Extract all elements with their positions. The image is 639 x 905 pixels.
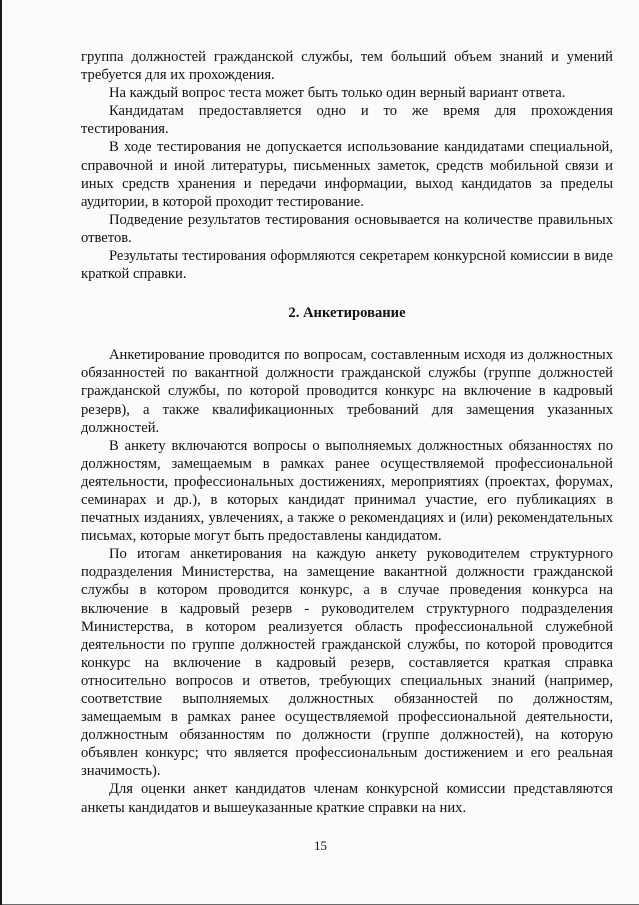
paragraphs-bottom xyxy=(81,346,613,816)
paragraph: Результаты тестирования оформляются секретарем конкурсной комиссии в виде краткой справки. xyxy=(81,248,613,283)
document-body xyxy=(81,48,613,817)
paragraph: группа должностей гражданской службы, тем больший объем знаний и умений требуется для их прохождения. xyxy=(81,49,613,84)
paragraph: В ходе тестирования не допускается использование кандидатами специальной, справочной и иной литературы, письменных заметок, средств мобильной связи и иных средств хранения и передачи информации, выход кандидатов за пределы аудитории, в которой проходит тестирование. xyxy=(81,139,613,210)
section-title: 2. Анкетирование xyxy=(288,305,406,322)
paragraph: Для оценки анкет кандидатов членам конкурсной комиссии представляются анкеты кандидатов и вышеуказанные краткие справки на них. xyxy=(81,781,613,816)
paragraph: По итогам анкетирования на каждую анкету руководителем структурного подразделения Министерства, на замещение вакантной должности гражданской службы в котором проводится конкурс, а в случае проведения конкурса на включение в кадровый резерв - руководителем структурного подразделения Министерства, в котором реализуется область профессиональной служебной деятельности по группе должностей гражданской службы, по которой проводится конкурс на включение в кадровый резерв, составляется краткая справка относительно вопросов и ответов, требующих специальных знаний (например, соответствие выполняемых должностных обязанностей по должностям, замещаемым в рамках ранее осуществляемой профессиональной деятельности, должностным обязанностям по должности (группе должностей), на которую объявлен конкурс; что является профессиональным достижением и его реальная значимость). xyxy=(81,546,613,780)
paragraph: Подведение результатов тестирования основывается на количестве правильных ответов. xyxy=(81,211,613,246)
paragraphs-top xyxy=(81,48,613,283)
paragraph: Анкетирование проводится по вопросам, составленным исходя из должностных обязанностей по вакантной должности гражданской службы (группе должностей гражданской службы, по которой проводится конкурс на включение в кадровый резерв), а также квалификационных требований для замещения указанных должностей. xyxy=(81,347,613,436)
page-number: 15 xyxy=(314,838,327,853)
paragraph: На каждый вопрос теста может быть только один верный вариант ответа. xyxy=(109,85,566,102)
paragraph: Кандидатам предоставляется одно и то же время для прохождения тестирования. xyxy=(81,103,613,138)
paragraph: В анкету включаются вопросы о выполняемых должностных обязанностях по должностям, замещаемым в рамках ранее осуществляемой профессиональной деятельности, профессиональных достижениях, мероприятиях (проектах, форумах, семинарах и др.), в которых кандидат принимал участие, его публикациях в печатных изданиях, увлечениях, а также о рекомендациях и (или) рекомендательных письмах, которые могут быть предоставлены кандидатом. xyxy=(81,437,613,545)
